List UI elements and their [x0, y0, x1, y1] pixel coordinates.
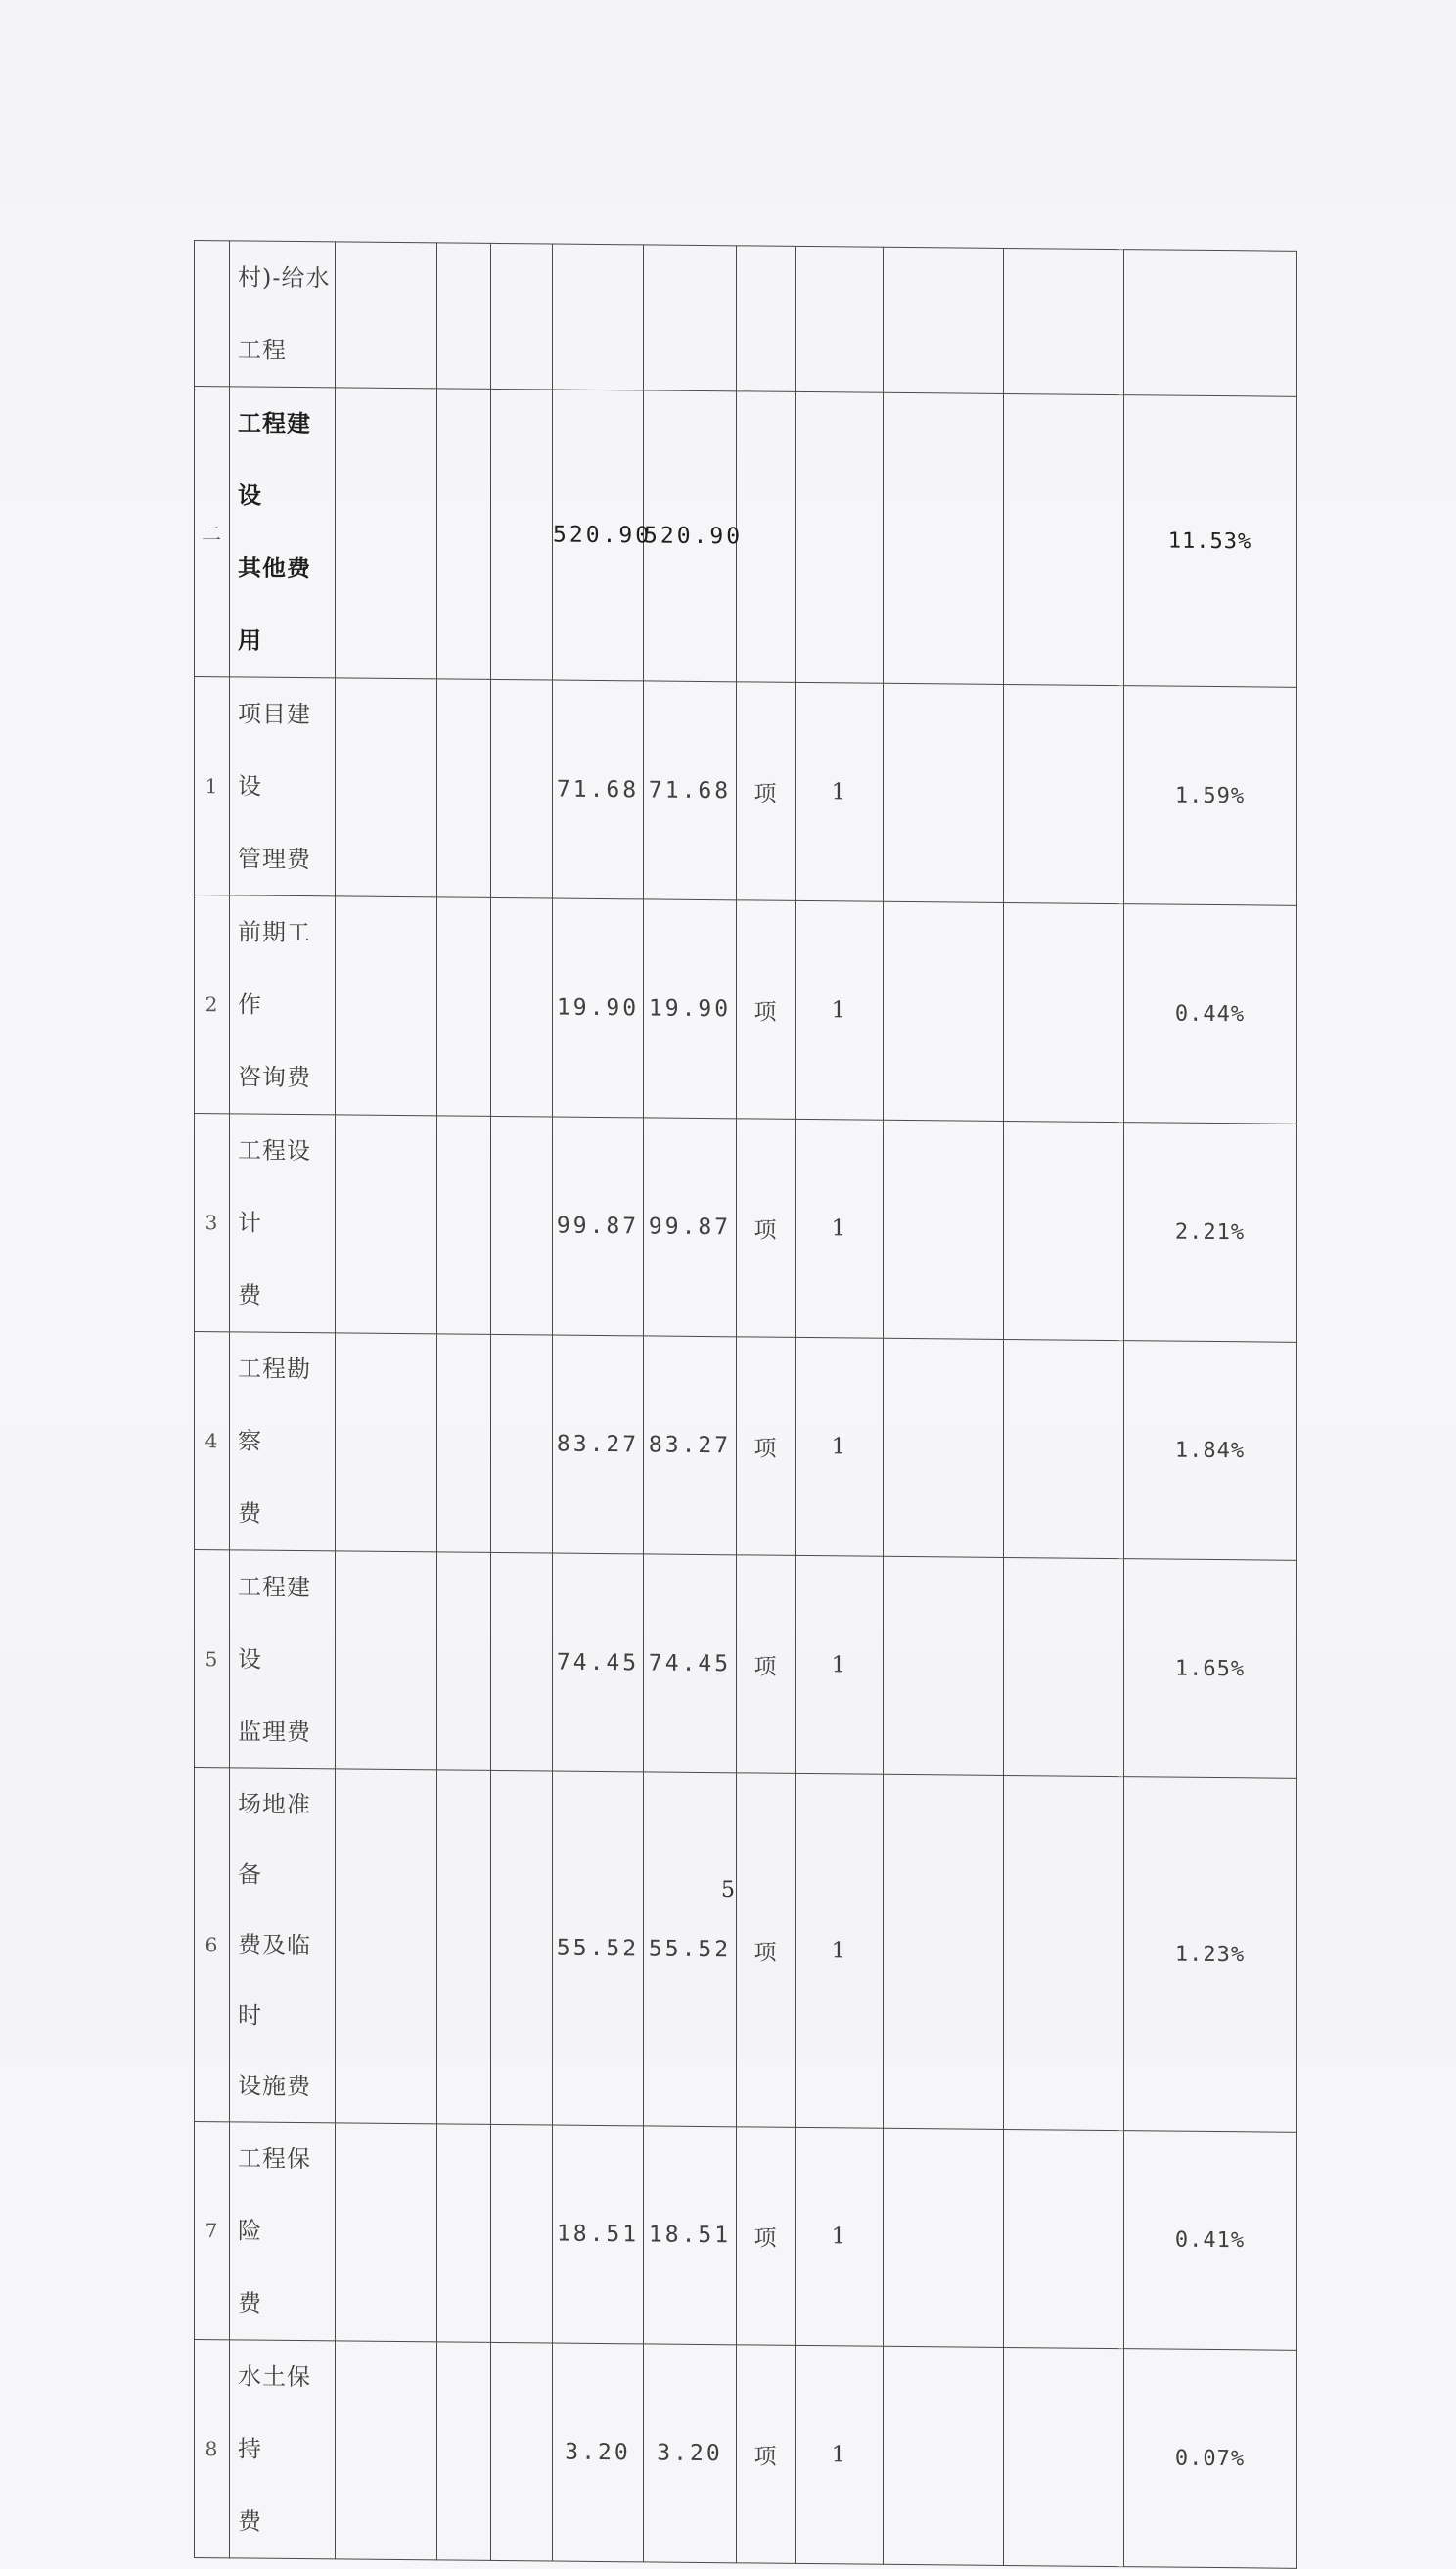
row-spacer-cell [491, 679, 553, 898]
row-col-d-cell [1004, 1121, 1124, 1340]
row-total-cell: 71.68 [553, 680, 644, 899]
row-col-c-cell [884, 2346, 1004, 2565]
row-col-c-cell [884, 1338, 1004, 1557]
row-spacer-cell [491, 2124, 553, 2343]
row-percent-cell: 0.44% [1124, 904, 1297, 1124]
row-name-cell: 项目建设 管理费 [230, 677, 336, 896]
row-qty-cell: 1 [796, 2345, 884, 2564]
row-amount-cell: 18.51 [644, 2126, 737, 2345]
row-col-b-cell [437, 1334, 491, 1553]
page-number: 5 [721, 1878, 735, 1903]
row-spacer-cell [491, 1770, 553, 2125]
row-col-b-cell [437, 2342, 491, 2561]
table-row [195, 677, 1297, 906]
row-unit-cell: 项 [737, 682, 796, 901]
row-col-c-cell [884, 901, 1004, 1121]
row-percent-cell: 1.59% [1124, 686, 1297, 906]
row-col-a-cell [336, 388, 437, 679]
row-total-cell: 520.90 [553, 390, 644, 681]
row-total-cell: 19.90 [553, 898, 644, 1118]
row-col-a-cell [336, 1769, 437, 2124]
table-row [195, 1768, 1297, 2133]
row-total-cell: 74.45 [553, 1553, 644, 1772]
row-unit-cell: 项 [737, 1119, 796, 1338]
row-seq-cell: 二 [195, 387, 230, 677]
row-seq-cell: 2 [195, 895, 230, 1114]
row-spacer-cell [491, 1552, 553, 1771]
row-col-d-cell [1004, 248, 1124, 394]
row-col-b-cell [437, 679, 491, 898]
row-col-c-cell [884, 1556, 1004, 1775]
cost-estimate-table [194, 240, 1297, 2569]
table-row [195, 1114, 1297, 1343]
row-seq-cell [195, 241, 230, 387]
row-amount-cell: 99.87 [644, 1118, 737, 1337]
row-col-b-cell [437, 1552, 491, 1771]
row-percent-cell: 11.53% [1124, 395, 1297, 688]
row-col-d-cell [1004, 1339, 1124, 1558]
table-row [195, 241, 1297, 397]
row-spacer-cell [491, 2342, 553, 2561]
table-row [195, 2340, 1297, 2569]
row-unit-cell [737, 391, 796, 683]
row-seq-cell: 3 [195, 1114, 230, 1332]
row-amount-cell: 71.68 [644, 681, 737, 900]
row-name-cell: 工程建设 监理费 [230, 1550, 336, 1769]
row-unit-cell: 项 [737, 1555, 796, 1774]
row-col-a-cell [336, 896, 437, 1116]
row-qty-cell: 1 [796, 1119, 884, 1338]
row-percent-cell: 1.23% [1124, 1777, 1297, 2133]
cost-table-body [195, 241, 1297, 2569]
row-col-d-cell [1004, 1775, 1124, 2130]
row-col-d-cell [1004, 684, 1124, 903]
table-row [195, 2122, 1297, 2351]
row-total-cell: 83.27 [553, 1335, 644, 1554]
row-spacer-cell [491, 1334, 553, 1553]
row-seq-cell: 6 [195, 1768, 230, 2122]
table-row [195, 1550, 1297, 1779]
row-col-a-cell [336, 2341, 437, 2560]
row-col-c-cell [884, 392, 1004, 684]
row-col-c-cell [884, 247, 1004, 393]
row-seq-cell: 1 [195, 677, 230, 895]
table-row [195, 1332, 1297, 1561]
row-seq-cell: 4 [195, 1332, 230, 1550]
row-percent-cell [1124, 250, 1297, 397]
table-row [195, 387, 1297, 688]
row-col-c-cell [884, 2128, 1004, 2347]
table-row [195, 895, 1297, 1124]
row-qty-cell: 1 [796, 900, 884, 1120]
row-col-b-cell [437, 2124, 491, 2343]
row-name-cell: 工程保险 费 [230, 2122, 336, 2341]
row-seq-cell: 5 [195, 1550, 230, 1768]
row-name-cell: 工程勘察 费 [230, 1332, 336, 1551]
row-col-a-cell [336, 242, 437, 389]
row-unit-cell: 项 [737, 1773, 796, 2128]
row-percent-cell: 2.21% [1124, 1123, 1297, 1343]
row-amount-cell: 74.45 [644, 1554, 737, 1773]
row-qty-cell [796, 391, 884, 683]
row-amount-cell: 19.90 [644, 899, 737, 1119]
row-unit-cell: 项 [737, 2127, 796, 2346]
row-col-a-cell [336, 1115, 437, 1334]
row-spacer-cell [491, 389, 553, 680]
row-col-b-cell [437, 897, 491, 1117]
row-col-d-cell [1004, 902, 1124, 1122]
row-col-b-cell [437, 1116, 491, 1335]
row-qty-cell: 1 [796, 1773, 884, 2128]
row-col-a-cell [336, 678, 437, 897]
row-amount-cell: 3.20 [644, 2344, 737, 2563]
row-col-c-cell [884, 683, 1004, 902]
row-unit-cell: 项 [737, 1337, 796, 1556]
row-name-cell: 工程建设 其他费用 [230, 387, 336, 678]
row-total-cell: 99.87 [553, 1117, 644, 1336]
row-amount-cell: 55.52 [644, 1772, 737, 2127]
row-unit-cell [737, 246, 796, 392]
row-col-c-cell [884, 1774, 1004, 2129]
row-col-d-cell [1004, 1557, 1124, 1776]
row-col-d-cell [1004, 2129, 1124, 2348]
row-col-b-cell [437, 389, 491, 680]
row-qty-cell: 1 [796, 2127, 884, 2346]
row-amount-cell: 520.90 [644, 390, 737, 682]
row-col-d-cell [1004, 2347, 1124, 2566]
row-total-cell [553, 244, 644, 390]
row-col-d-cell [1004, 393, 1124, 685]
row-name-cell: 前期工作 咨询费 [230, 895, 336, 1115]
row-percent-cell: 0.07% [1124, 2349, 1297, 2569]
row-seq-cell: 8 [195, 2340, 230, 2558]
row-amount-cell [644, 245, 737, 391]
row-percent-cell: 1.65% [1124, 1559, 1297, 1779]
row-spacer-cell [491, 897, 553, 1117]
row-qty-cell: 1 [796, 682, 884, 901]
row-spacer-cell [491, 1116, 553, 1335]
row-name-cell: 水土保持 费 [230, 2340, 336, 2559]
row-name-cell: 场地准备 费及临时 设施费 [230, 1768, 336, 2123]
row-name-cell: 工程设计 费 [230, 1114, 336, 1333]
row-spacer-cell [491, 243, 553, 390]
row-unit-cell: 项 [737, 900, 796, 1120]
row-amount-cell: 83.27 [644, 1336, 737, 1555]
row-total-cell: 18.51 [553, 2125, 644, 2344]
row-percent-cell: 1.84% [1124, 1341, 1297, 1561]
row-total-cell: 3.20 [553, 2343, 644, 2562]
row-col-b-cell [437, 243, 491, 390]
row-col-b-cell [437, 1770, 491, 2125]
row-percent-cell: 0.41% [1124, 2131, 1297, 2351]
row-unit-cell: 项 [737, 2345, 796, 2564]
row-total-cell: 55.52 [553, 1771, 644, 2126]
row-col-a-cell [336, 1333, 437, 1552]
row-qty-cell [796, 246, 884, 392]
row-qty-cell: 1 [796, 1337, 884, 1556]
row-name-cell: 村)-给水 工程 [230, 241, 336, 388]
row-col-a-cell [336, 1551, 437, 1770]
row-col-c-cell [884, 1120, 1004, 1339]
row-seq-cell: 7 [195, 2122, 230, 2340]
row-col-a-cell [336, 2123, 437, 2342]
row-qty-cell: 1 [796, 1555, 884, 1774]
